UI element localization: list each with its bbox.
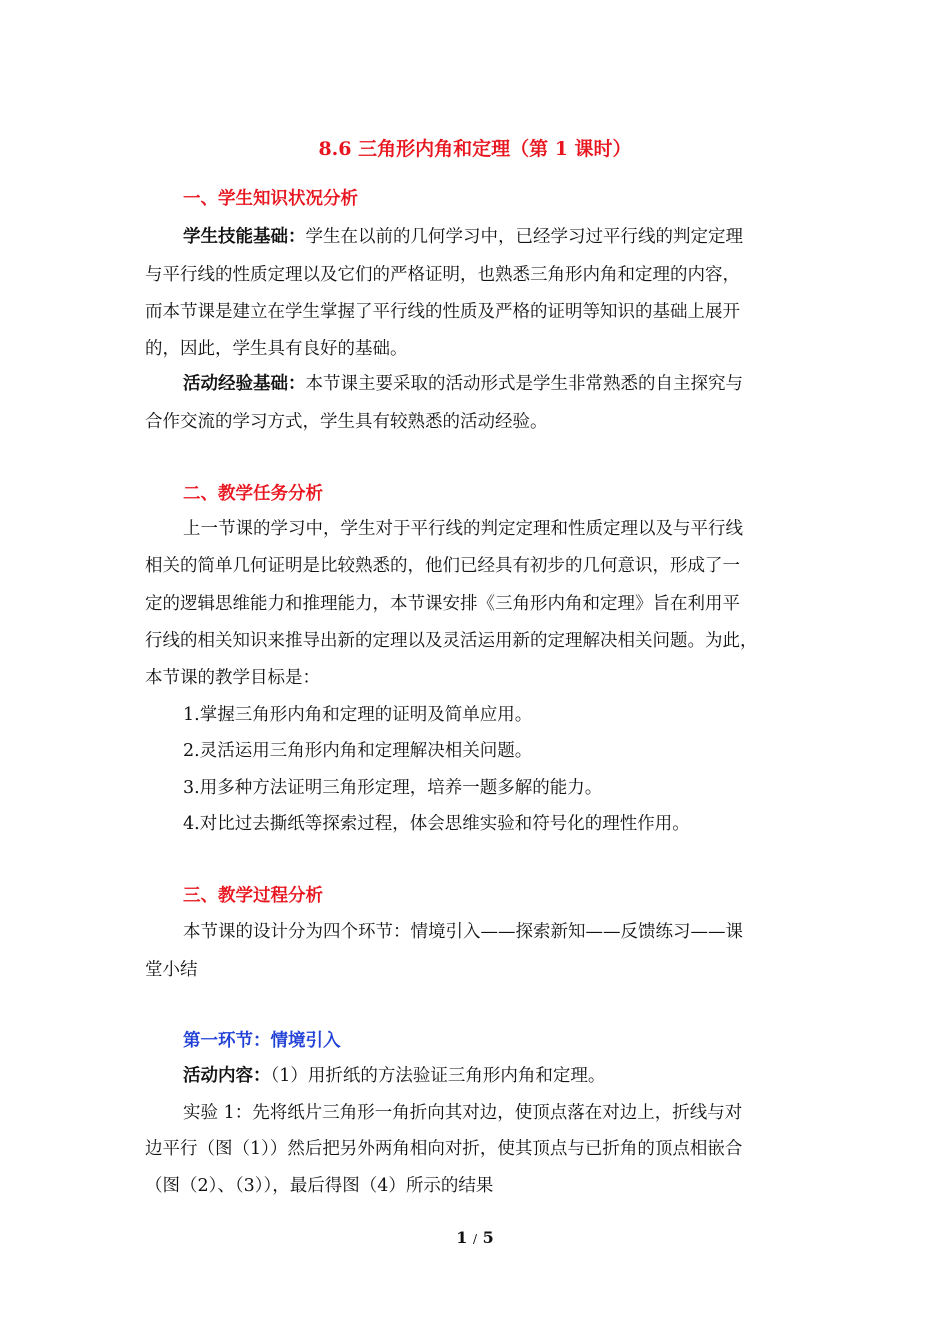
paragraph-text: 学生在以前的几何学习中，已经学习过平行线的判定定理 (305, 227, 743, 247)
paragraph-line: （图（2）、（3）），最后得图（4）所示的结果 (145, 1176, 494, 1196)
teaching-goal-item: 2.灵活运用三角形内角和定理解决相关问题。 (183, 741, 533, 761)
paragraph-line: 堂小结 (145, 960, 198, 980)
paragraph-line: 相关的简单几何证明是比较熟悉的，他们已经具有初步的几何意识，形成了一 (145, 556, 740, 576)
paragraph-line: 实验 1：先将纸片三角形一角折向其对边，使顶点落在对边上，折线与对 (183, 1103, 743, 1123)
activity-experience-label: 活动经验基础： (183, 374, 306, 394)
paragraph-line (183, 225, 743, 249)
paragraph-line: 而本节课是建立在学生掌握了平行线的性质及严格的证明等知识的基础上展开 (145, 302, 740, 322)
paragraph-line: 定的逻辑思维能力和推理能力，本节课安排《三角形内角和定理》旨在利用平 (145, 594, 740, 614)
teaching-goal-item: 1.掌握三角形内角和定理的证明及简单应用。 (183, 705, 533, 725)
paragraph-line: 行线的相关知识来推导出新的定理以及灵活运用新的定理解决相关问题。为此， (145, 631, 758, 651)
paragraph-line: 合作交流的学习方式，学生具有较熟悉的活动经验。 (145, 412, 548, 432)
section-heading-student-knowledge: 一、学生知识状况分析 (183, 189, 358, 209)
paragraph-line (183, 1064, 605, 1088)
section-heading-task-analysis: 二、教学任务分析 (183, 484, 323, 504)
paragraph-line (183, 372, 743, 396)
activity-content-label: 活动内容： (183, 1066, 271, 1086)
page-total: 5 (482, 1228, 494, 1247)
paragraph-line: 本节课的教学目标是： (145, 668, 320, 688)
paragraph-line: 边平行（图（1））然后把另外两角相向对折，使其顶点与已折角的顶点相嵌合 (145, 1139, 743, 1159)
paragraph-line: 本节课的设计分为四个环节：情境引入——探索新知——反馈练习——课 (183, 922, 743, 942)
section-heading-process-analysis: 三、教学过程分析 (183, 886, 323, 906)
teaching-goal-item: 3.用多种方法证明三角形定理，培养一题多解的能力。 (183, 778, 603, 798)
page-current: 1 (456, 1228, 468, 1247)
stage-heading-introduction: 第一环节：情境引入 (183, 1031, 341, 1051)
teaching-goal-item: 4.对比过去撕纸等探索过程，体会思维实验和符号化的理性作用。 (183, 814, 690, 834)
paragraph-line: 上一节课的学习中，学生对于平行线的判定定理和性质定理以及与平行线 (183, 519, 743, 539)
page-separator: / (472, 1232, 478, 1246)
paragraph-text: 本节课主要采取的活动形式是学生非常熟悉的自主探究与 (305, 374, 743, 394)
page-title: 8.6 三角形内角和定理（第 1 课时） (318, 138, 632, 160)
skill-foundation-label: 学生技能基础： (183, 227, 306, 247)
paragraph-line: 的，因此，学生具有良好的基础。 (145, 339, 408, 359)
paragraph-text: （1）用折纸的方法验证三角形内角和定理。 (270, 1066, 606, 1086)
paragraph-line: 与平行线的性质定理以及它们的严格证明，也熟悉三角形内角和定理的内容， (145, 265, 740, 285)
page-number (0, 1228, 950, 1249)
